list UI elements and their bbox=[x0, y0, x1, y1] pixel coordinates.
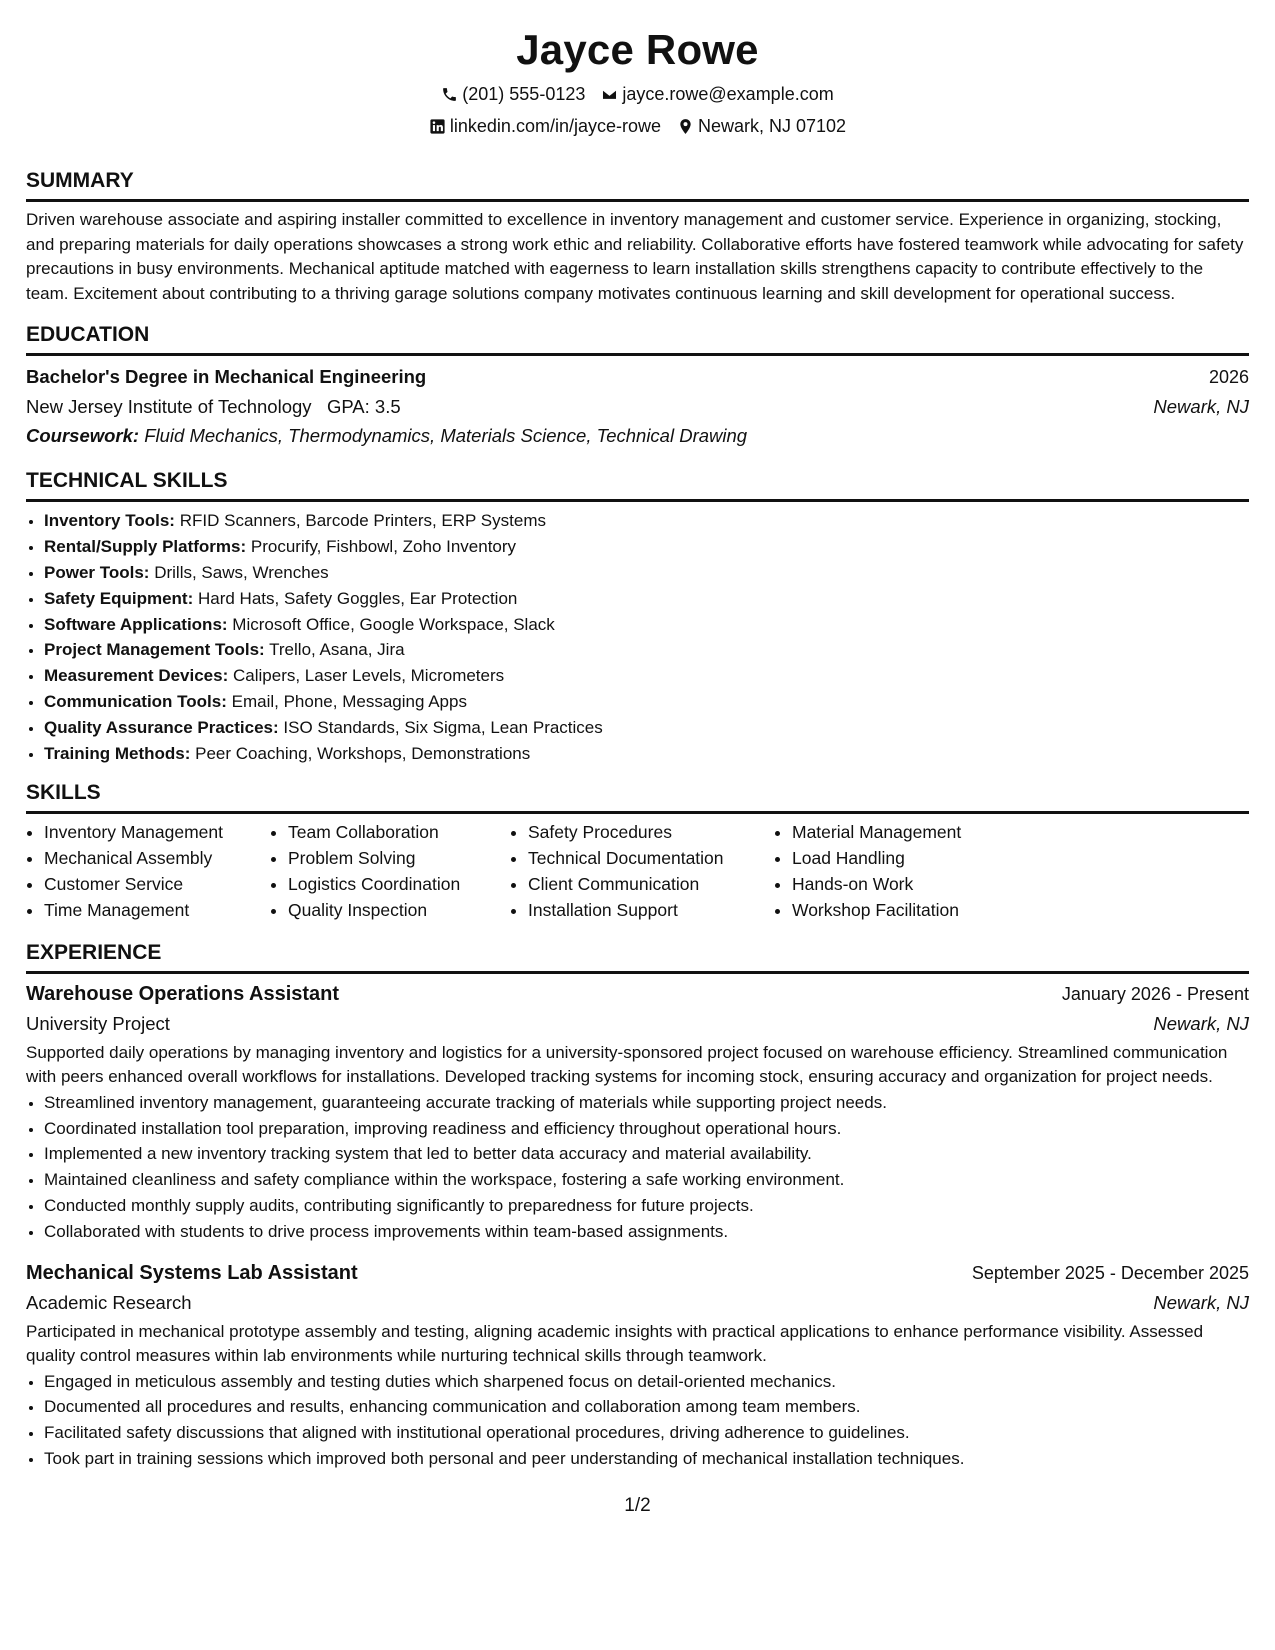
tech-skill-label: Measurement Devices: bbox=[44, 666, 229, 686]
gpa: GPA: 3.5 bbox=[326, 396, 401, 418]
tech-skill-item bbox=[44, 560, 1249, 586]
education-school-row bbox=[26, 392, 1249, 421]
skill-item: • Client Communication bbox=[528, 872, 774, 898]
job-bullets bbox=[26, 1090, 1249, 1245]
phone-contact bbox=[441, 82, 585, 106]
graduation-year: 2026 bbox=[1208, 367, 1249, 388]
candidate-name: Jayce Rowe bbox=[516, 26, 759, 73]
coursework-label: Coursework: bbox=[26, 425, 140, 447]
skill-item: • Safety Procedures bbox=[528, 820, 774, 846]
tech-skill-value: Peer Coaching, Workshops, Demonstrations bbox=[195, 743, 531, 763]
job-bullet: • Facilitated safety discussions that aligned with institutional operational procedures, driving adherence to guidelines. bbox=[44, 1420, 1249, 1446]
job-bullet: • Engaged in meticulous assembly and testing duties which sharpened focus on detail-oriented mechanics. bbox=[44, 1369, 1249, 1395]
skills-column bbox=[270, 820, 510, 923]
job-bullet: • Conducted monthly supply audits, contributing significantly to preparedness for future projects. bbox=[44, 1193, 1249, 1219]
section-title-education: EDUCATION bbox=[26, 323, 150, 347]
job-location: Newark, NJ bbox=[1153, 1012, 1249, 1034]
skill-item: • Inventory Management bbox=[44, 820, 270, 846]
experience-title-row bbox=[26, 980, 1249, 1009]
section-title-experience: EXPERIENCE bbox=[26, 940, 162, 964]
skill-item: • Team Collaboration bbox=[288, 820, 510, 846]
section-divider bbox=[26, 353, 1249, 356]
tech-skill-label: Software Applications: bbox=[44, 614, 228, 634]
phone-icon bbox=[441, 86, 458, 103]
skills-section bbox=[26, 780, 1249, 923]
section-divider bbox=[26, 971, 1249, 974]
tech-skill-label: Training Methods: bbox=[44, 743, 191, 763]
tech-skill-item bbox=[44, 715, 1249, 741]
tech-skill-label: Project Management Tools: bbox=[44, 640, 265, 660]
tech-skill-item bbox=[44, 508, 1249, 534]
section-divider bbox=[26, 811, 1249, 814]
job-dates: January 2026 - Present bbox=[1061, 983, 1249, 1004]
linkedin-link[interactable]: linkedin.com/in/jayce-rowe bbox=[449, 116, 661, 136]
coursework-list: Fluid Mechanics, Thermodynamics, Materials Science, Technical Drawing bbox=[144, 425, 748, 447]
section-title-skills: SKILLS bbox=[26, 781, 101, 805]
tech-skill-value: RFID Scanners, Barcode Printers, ERP Systems bbox=[179, 511, 546, 531]
tech-skill-item bbox=[44, 637, 1249, 663]
tech-skill-value: Microsoft Office, Google Workspace, Slack bbox=[232, 614, 555, 634]
skill-item: • Customer Service bbox=[44, 872, 270, 898]
experience-title-row bbox=[26, 1259, 1249, 1288]
education-title-row bbox=[26, 362, 1249, 392]
resume-header bbox=[26, 0, 1249, 138]
tech-skill-value: Email, Phone, Messaging Apps bbox=[231, 691, 467, 711]
map-pin-icon bbox=[677, 118, 694, 135]
tech-skill-label: Safety Equipment: bbox=[44, 588, 194, 608]
skill-item: • Problem Solving bbox=[288, 846, 510, 872]
tech-skill-item bbox=[44, 741, 1249, 767]
phone-text: (201) 555-0123 bbox=[462, 84, 586, 104]
tech-skill-label: Rental/Supply Platforms: bbox=[44, 537, 247, 557]
skill-item: • Quality Inspection bbox=[288, 898, 510, 924]
tech-skill-value: Calipers, Laser Levels, Micrometers bbox=[233, 666, 505, 686]
technical-skills-list bbox=[26, 508, 1249, 766]
skill-item: • Workshop Facilitation bbox=[792, 898, 1032, 924]
location-text: Newark, NJ 07102 bbox=[698, 116, 847, 136]
contact-line-2 bbox=[26, 114, 1249, 138]
tech-skill-value: Trello, Asana, Jira bbox=[269, 640, 405, 660]
summary-text: Driven warehouse associate and aspiring installer committed to excellence in inventory management and customer service. Experience in organizing, stocking, and preparing materials for daily operations showcases a strong work ethic and reliability. Collaborative efforts have fostered teamwork while advocating for safety precautions in busy environments. Mechanical aptitude matched with eagerness to learn installation skills strengthens capacity to contribute effectively to the team. Excitement about contributing to a thriving garage solutions company motivates continuous learning and skill development for operational success. bbox=[26, 210, 1244, 303]
linkedin-icon bbox=[429, 118, 446, 135]
tech-skill-value: ISO Standards, Six Sigma, Lean Practices bbox=[283, 717, 603, 737]
skill-item: • Hands-on Work bbox=[792, 872, 1032, 898]
skill-item: • Load Handling bbox=[792, 846, 1032, 872]
job-title: Warehouse Operations Assistant bbox=[26, 982, 340, 1005]
school-line bbox=[26, 392, 401, 421]
job-bullet: • Took part in training sessions which improved both personal and peer understanding of mechanical installation techniques. bbox=[44, 1446, 1249, 1472]
skills-grid bbox=[26, 820, 1249, 923]
section-divider bbox=[26, 199, 1249, 202]
job-description: Participated in mechanical prototype assembly and testing, aligning academic insights with practical applications to enhance performance visibility. Assessed quality control measures within lab environments while nurturing technical skills through teamwork. bbox=[26, 1321, 1204, 1366]
school-location: Newark, NJ bbox=[1153, 396, 1249, 418]
tech-skill-label: Inventory Tools: bbox=[44, 511, 175, 531]
tech-skill-label: Power Tools: bbox=[44, 562, 150, 582]
job-bullet: • Implemented a new inventory tracking system that led to better data accuracy and material availability. bbox=[44, 1141, 1249, 1167]
tech-skill-value: Hard Hats, Safety Goggles, Ear Protection bbox=[197, 588, 518, 608]
job-title: Mechanical Systems Lab Assistant bbox=[26, 1261, 358, 1284]
tech-skill-value: Procurify, Fishbowl, Zoho Inventory bbox=[250, 537, 517, 557]
skills-column bbox=[26, 820, 270, 923]
organization: Academic Research bbox=[26, 1291, 192, 1313]
job-dates: September 2025 - December 2025 bbox=[971, 1262, 1249, 1283]
skill-item: • Technical Documentation bbox=[528, 846, 774, 872]
job-description: Supported daily operations by managing inventory and logistics for a university-sponsored project focused on warehouse efficiency. Streamlined communication with peers enhanced overall workflows for installations. Developed tracking systems for incoming stock, ensuring accuracy and organization for project needs. bbox=[26, 1042, 1228, 1087]
email-link[interactable]: jayce.rowe@example.com bbox=[622, 84, 834, 104]
skill-item: • Material Management bbox=[792, 820, 1032, 846]
organization: University Project bbox=[26, 1012, 170, 1034]
summary-section bbox=[26, 168, 1249, 306]
skill-item: • Installation Support bbox=[528, 898, 774, 924]
job-bullet: • Coordinated installation tool preparation, improving readiness and efficiency throughout operational hours. bbox=[44, 1116, 1249, 1142]
tech-skill-item bbox=[44, 663, 1249, 689]
experience-entry bbox=[26, 1259, 1249, 1472]
job-bullet: • Documented all procedures and results, enhancing communication and collaboration among team members. bbox=[44, 1394, 1249, 1420]
section-title-technical-skills: TECHNICAL SKILLS bbox=[26, 469, 228, 493]
skills-column bbox=[774, 820, 1032, 923]
skills-column bbox=[510, 820, 774, 923]
experience-section bbox=[26, 940, 1249, 1472]
email-contact[interactable] bbox=[601, 82, 833, 106]
job-bullets bbox=[26, 1369, 1249, 1472]
coursework-line bbox=[26, 421, 1249, 450]
job-bullet: • Streamlined inventory management, guaranteeing accurate tracking of materials while supporting project needs. bbox=[44, 1090, 1249, 1116]
tech-skill-item bbox=[44, 534, 1249, 560]
experience-org-row bbox=[26, 1009, 1249, 1038]
job-bullet: • Collaborated with students to drive process improvements within team-based assignments. bbox=[44, 1219, 1249, 1245]
skill-item: • Logistics Coordination bbox=[288, 872, 510, 898]
degree-name: Bachelor's Degree in Mechanical Engineering bbox=[26, 366, 427, 388]
tech-skill-item bbox=[44, 689, 1249, 715]
section-title-summary: SUMMARY bbox=[26, 169, 134, 192]
resume-page bbox=[26, 0, 1249, 1472]
contact-line-1 bbox=[26, 82, 1249, 106]
job-bullet: • Maintained cleanliness and safety compliance within the workspace, fostering a safe working environment. bbox=[44, 1167, 1249, 1193]
experience-entry bbox=[26, 980, 1249, 1245]
skill-item: • Time Management bbox=[44, 898, 270, 924]
tech-skill-label: Quality Assurance Practices: bbox=[44, 717, 279, 737]
tech-skill-label: Communication Tools: bbox=[44, 691, 227, 711]
school-name: New Jersey Institute of Technology bbox=[26, 396, 312, 418]
tech-skill-value: Drills, Saws, Wrenches bbox=[154, 562, 329, 582]
linkedin-contact[interactable] bbox=[429, 114, 661, 138]
education-section bbox=[26, 322, 1249, 450]
technical-skills-section bbox=[26, 468, 1249, 766]
page-number: 1/2 bbox=[624, 1495, 651, 1516]
envelope-icon bbox=[601, 86, 618, 103]
location-contact bbox=[677, 114, 846, 138]
tech-skill-item bbox=[44, 586, 1249, 612]
tech-skill-item bbox=[44, 612, 1249, 638]
skill-item: • Mechanical Assembly bbox=[44, 846, 270, 872]
job-location: Newark, NJ bbox=[1153, 1291, 1249, 1313]
section-divider bbox=[26, 499, 1249, 502]
experience-org-row bbox=[26, 1288, 1249, 1317]
